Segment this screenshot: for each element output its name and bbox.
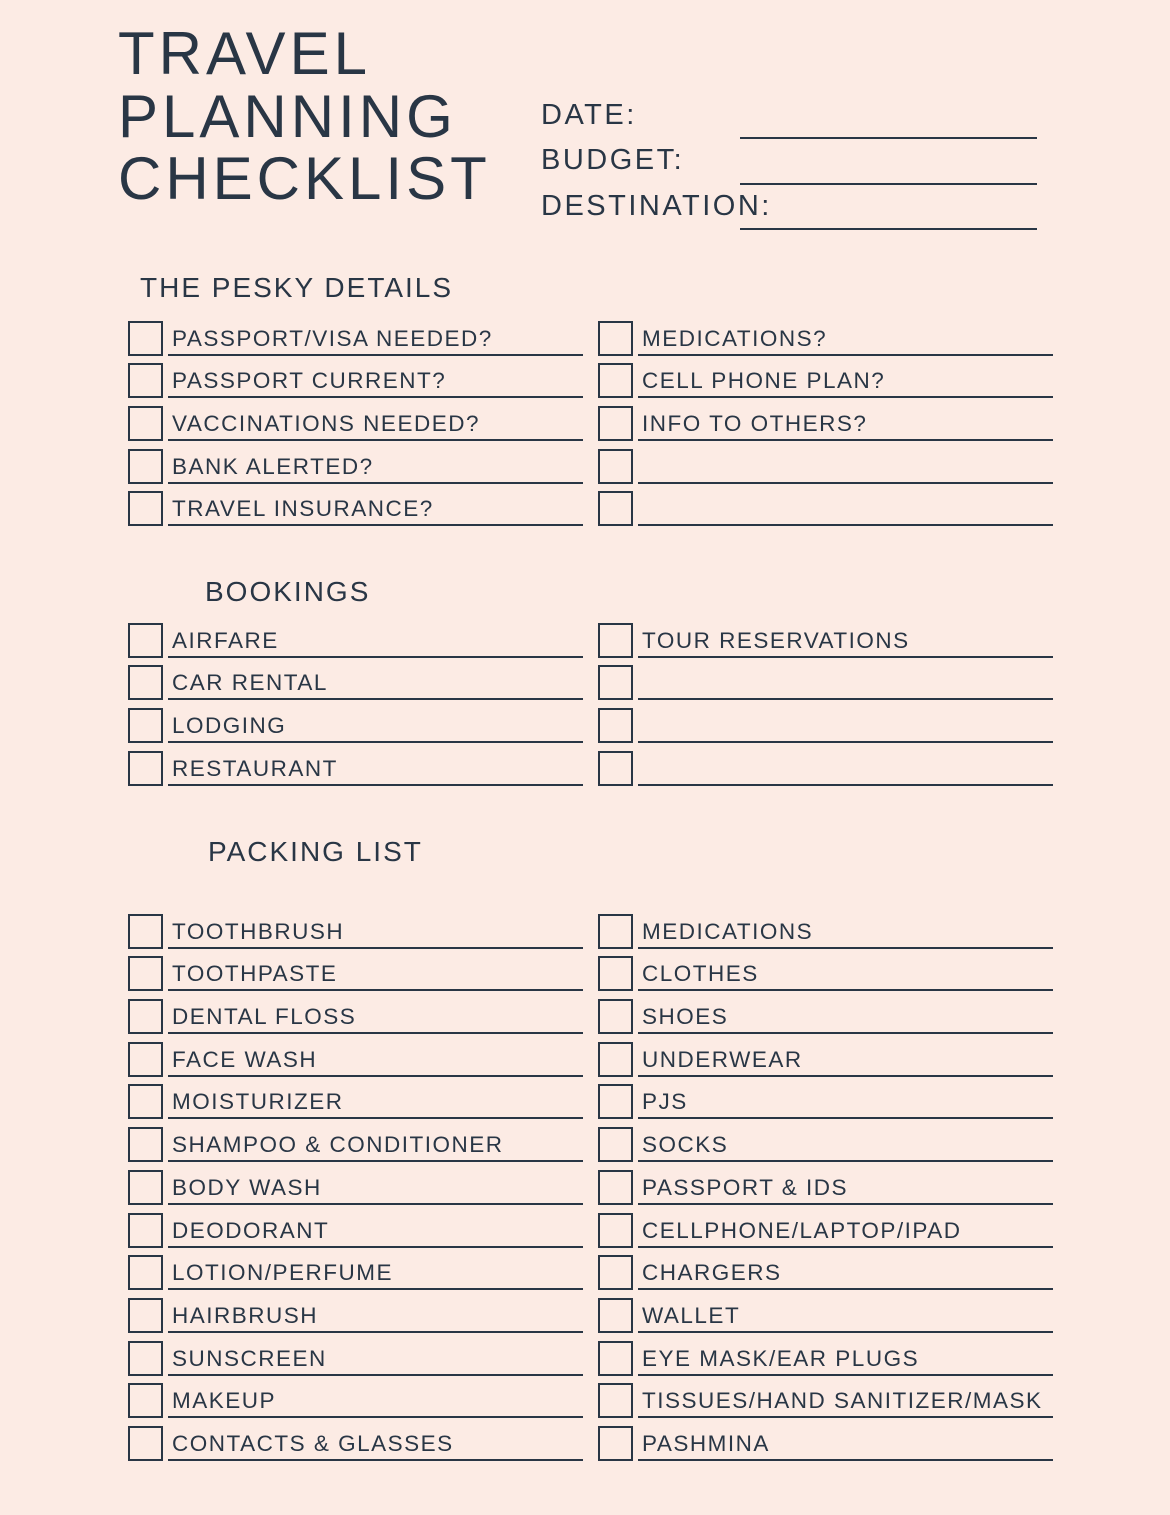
item-label: VACCINATIONS NEEDED?: [172, 411, 480, 437]
checkbox[interactable]: [128, 708, 163, 743]
item-label: BANK ALERTED?: [172, 453, 374, 479]
item-fill-in-line[interactable]: [168, 629, 583, 658]
checkbox[interactable]: [128, 1042, 163, 1077]
item-fill-in-line[interactable]: [638, 1176, 1053, 1205]
item-fill-in-line[interactable]: [638, 629, 1053, 658]
checklist-row: [128, 1290, 583, 1333]
checkbox[interactable]: [598, 1298, 633, 1333]
checkbox[interactable]: [598, 708, 633, 743]
item-fill-in-line[interactable]: [168, 1005, 583, 1034]
section-heading-pesky-details: THE PESKY DETAILS: [140, 272, 454, 303]
checklist-row: [128, 1034, 583, 1077]
title-line-1: TRAVEL: [118, 20, 371, 87]
section-columns: [128, 615, 1053, 786]
checklist-row: [128, 356, 583, 399]
checklist-row: [598, 906, 1053, 949]
item-label: WALLET: [642, 1302, 741, 1328]
item-fill-in-line[interactable]: [638, 1432, 1053, 1461]
item-fill-in-line[interactable]: [638, 677, 1053, 700]
item-fill-in-line[interactable]: [168, 327, 583, 356]
item-fill-in-line[interactable]: [638, 1389, 1053, 1418]
item-label: PJS: [642, 1089, 688, 1115]
item-fill-in-line[interactable]: [168, 962, 583, 991]
item-label: PASSPORT/VISA NEEDED?: [172, 325, 493, 351]
item-fill-in-line[interactable]: [638, 1048, 1053, 1077]
meta-row: [541, 139, 1037, 184]
checklist-row: [598, 398, 1053, 441]
item-label: LOTION/PERFUME: [172, 1260, 394, 1286]
checkbox[interactable]: [128, 1298, 163, 1333]
checklist-row: [598, 991, 1053, 1034]
checkbox[interactable]: [598, 1341, 633, 1376]
item-fill-in-line[interactable]: [638, 1133, 1053, 1162]
checklist-row: [128, 700, 583, 743]
checklist-row: [598, 1034, 1053, 1077]
item-fill-in-line[interactable]: [638, 461, 1053, 484]
checklist-row: [128, 441, 583, 484]
checkbox[interactable]: [598, 449, 633, 484]
checkbox[interactable]: [598, 321, 633, 356]
checkbox[interactable]: [128, 1213, 163, 1248]
column-right: [598, 615, 1053, 786]
item-label: PASSPORT & IDS: [642, 1174, 849, 1200]
checkbox[interactable]: [128, 1127, 163, 1162]
column-right: [598, 906, 1053, 1461]
title-line-2: PLANNING: [118, 82, 457, 150]
column-left: [128, 615, 583, 786]
checkbox[interactable]: [128, 491, 163, 526]
item-label: SOCKS: [642, 1132, 729, 1158]
item-fill-in-line[interactable]: [168, 1304, 583, 1333]
item-label: PASSPORT CURRENT?: [172, 368, 447, 394]
checklist-row: [598, 484, 1053, 527]
checklist-row: [598, 949, 1053, 992]
title-line-3: CHECKLIST: [118, 145, 491, 212]
item-label: TOUR RESERVATIONS: [642, 627, 910, 653]
checklist-row: [598, 1119, 1053, 1162]
item-label: FACE WASH: [172, 1046, 318, 1072]
checklist-row: [598, 356, 1053, 399]
item-fill-in-line[interactable]: [168, 1347, 583, 1376]
checkbox[interactable]: [128, 1426, 163, 1461]
checkbox[interactable]: [128, 956, 163, 991]
checkbox[interactable]: [128, 914, 163, 949]
checklist-row: [128, 906, 583, 949]
item-fill-in-line[interactable]: [638, 1304, 1053, 1333]
item-fill-in-line[interactable]: [168, 1219, 583, 1248]
meta-label: DATE:: [541, 99, 637, 131]
checklist-row: [128, 1162, 583, 1205]
checklist-row: [598, 1162, 1053, 1205]
meta-fill-in-line[interactable]: [740, 228, 1037, 230]
column-left: [128, 906, 583, 1461]
item-label: TISSUES/HAND SANITIZER/MASK: [642, 1388, 1043, 1414]
meta-row: [541, 185, 1037, 230]
item-fill-in-line[interactable]: [638, 327, 1053, 356]
item-label: MEDICATIONS: [642, 918, 814, 944]
item-fill-in-line[interactable]: [168, 1133, 583, 1162]
checklist-row: [128, 658, 583, 701]
item-fill-in-line[interactable]: [168, 369, 583, 398]
item-fill-in-line[interactable]: [168, 1090, 583, 1119]
section-heading-packing-list: PACKING LIST: [208, 836, 423, 867]
checkbox[interactable]: [128, 665, 163, 700]
checklist-row: [128, 1376, 583, 1419]
checkbox[interactable]: [128, 1084, 163, 1119]
checklist-row: [598, 700, 1053, 743]
checkbox[interactable]: [598, 1127, 633, 1162]
checkbox[interactable]: [598, 1170, 633, 1205]
checklist-row: [598, 1290, 1053, 1333]
item-label: PASHMINA: [642, 1430, 770, 1456]
checklist-row: [128, 1205, 583, 1248]
checkbox[interactable]: [128, 1383, 163, 1418]
item-label: CLOTHES: [642, 961, 759, 987]
checkbox[interactable]: [598, 1213, 633, 1248]
item-fill-in-line[interactable]: [638, 1261, 1053, 1290]
item-label: CHARGERS: [642, 1260, 782, 1286]
item-label: LODGING: [172, 713, 287, 739]
checkbox[interactable]: [598, 665, 633, 700]
section-bookings: [128, 576, 1053, 781]
checkbox[interactable]: [128, 1255, 163, 1290]
checklist-row: [598, 1077, 1053, 1120]
item-fill-in-line[interactable]: [168, 671, 583, 700]
checkbox[interactable]: [598, 491, 633, 526]
checklist-row: [598, 658, 1053, 701]
item-fill-in-line[interactable]: [168, 1261, 583, 1290]
item-label: SUNSCREEN: [172, 1345, 327, 1371]
checkbox[interactable]: [128, 1341, 163, 1376]
item-fill-in-line[interactable]: [168, 1432, 583, 1461]
column-right: [598, 313, 1053, 526]
checkbox[interactable]: [128, 751, 163, 786]
checkbox[interactable]: [128, 999, 163, 1034]
checkbox[interactable]: [598, 1255, 633, 1290]
checklist-row: [128, 1418, 583, 1461]
item-label: EYE MASK/EAR PLUGS: [642, 1345, 920, 1371]
checkbox[interactable]: [128, 1170, 163, 1205]
checklist-row: [598, 441, 1053, 484]
checklist-row: [128, 991, 583, 1034]
item-fill-in-line[interactable]: [638, 920, 1053, 949]
checklist-row: [128, 615, 583, 658]
section-packing-list: [128, 836, 1053, 1456]
checklist-row: [128, 1119, 583, 1162]
checklist-row: [598, 743, 1053, 786]
checkbox[interactable]: [598, 1383, 633, 1418]
column-left: [128, 313, 583, 526]
checkbox[interactable]: [598, 623, 633, 658]
item-label: MEDICATIONS?: [642, 325, 828, 351]
checklist-row: [598, 313, 1053, 356]
checklist-row: [128, 313, 583, 356]
checklist-row: [128, 398, 583, 441]
item-fill-in-line[interactable]: [168, 1048, 583, 1077]
item-label: TOOTHBRUSH: [172, 918, 345, 944]
checkbox[interactable]: [598, 751, 633, 786]
checklist-row: [598, 615, 1053, 658]
item-label: BODY WASH: [172, 1174, 322, 1200]
checklist-row: [128, 1333, 583, 1376]
item-label: TRAVEL INSURANCE?: [172, 496, 434, 522]
item-label: AIRFARE: [172, 627, 279, 653]
item-label: TOOTHPASTE: [172, 961, 338, 987]
item-label: UNDERWEAR: [642, 1046, 803, 1072]
checkbox[interactable]: [128, 406, 163, 441]
checkbox[interactable]: [128, 449, 163, 484]
checkbox[interactable]: [128, 363, 163, 398]
meta-label: DESTINATION:: [541, 189, 772, 222]
item-label: SHOES: [642, 1004, 729, 1030]
item-fill-in-line[interactable]: [168, 497, 583, 526]
item-fill-in-line[interactable]: [638, 1347, 1053, 1376]
item-label: MOISTURIZER: [172, 1089, 344, 1115]
item-fill-in-line[interactable]: [168, 920, 583, 949]
meta-row: [541, 94, 1037, 139]
item-label: RESTAURANT: [172, 755, 338, 781]
section-columns: [128, 906, 1053, 1461]
checkbox[interactable]: [598, 363, 633, 398]
item-fill-in-line[interactable]: [168, 757, 583, 786]
item-fill-in-line[interactable]: [168, 714, 583, 743]
checklist-row: [598, 1333, 1053, 1376]
item-fill-in-line[interactable]: [638, 1219, 1053, 1248]
section-heading-bookings: BOOKINGS: [205, 576, 371, 607]
item-label: CELLPHONE/LAPTOP/IPAD: [642, 1217, 962, 1243]
item-label: MAKEUP: [172, 1388, 277, 1414]
item-label: DENTAL FLOSS: [172, 1004, 357, 1030]
meta-label: BUDGET:: [541, 144, 685, 177]
item-label: HAIRBRUSH: [172, 1302, 319, 1328]
checklist-row: [598, 1376, 1053, 1419]
checklist-row: [598, 1205, 1053, 1248]
page-title: [118, 20, 491, 212]
item-fill-in-line[interactable]: [638, 369, 1053, 398]
checkbox[interactable]: [598, 956, 633, 991]
item-fill-in-line[interactable]: [168, 412, 583, 441]
checklist-row: [128, 949, 583, 992]
checklist-row: [128, 484, 583, 527]
checkbox[interactable]: [598, 1042, 633, 1077]
section-pesky-details: [128, 272, 1053, 522]
item-label: DEODORANT: [172, 1217, 330, 1243]
trip-meta: [541, 94, 1037, 230]
item-label: CAR RENTAL: [172, 670, 328, 696]
checkbox[interactable]: [598, 1426, 633, 1461]
checkbox[interactable]: [128, 321, 163, 356]
item-label: CELL PHONE PLAN?: [642, 368, 886, 394]
checkbox[interactable]: [598, 914, 633, 949]
item-fill-in-line[interactable]: [168, 1389, 583, 1418]
checklist-row: [598, 1418, 1053, 1461]
section-columns: [128, 313, 1053, 526]
item-label: CONTACTS & GLASSES: [172, 1430, 454, 1456]
item-fill-in-line[interactable]: [168, 455, 583, 484]
checklist-row: [128, 743, 583, 786]
checkbox[interactable]: [598, 406, 633, 441]
item-label: SHAMPOO & CONDITIONER: [172, 1132, 504, 1158]
item-fill-in-line[interactable]: [168, 1176, 583, 1205]
item-fill-in-line[interactable]: [638, 503, 1053, 526]
checklist-row: [128, 1077, 583, 1120]
item-fill-in-line[interactable]: [638, 1090, 1053, 1119]
item-fill-in-line[interactable]: [638, 1005, 1053, 1034]
item-fill-in-line[interactable]: [638, 962, 1053, 991]
checkbox[interactable]: [598, 999, 633, 1034]
item-fill-in-line[interactable]: [638, 720, 1053, 743]
checkbox[interactable]: [598, 1084, 633, 1119]
checklist-row: [598, 1248, 1053, 1291]
checklist-row: [128, 1248, 583, 1291]
checkbox[interactable]: [128, 623, 163, 658]
item-label: INFO TO OTHERS?: [642, 411, 868, 437]
item-fill-in-line[interactable]: [638, 763, 1053, 786]
item-fill-in-line[interactable]: [638, 412, 1053, 441]
